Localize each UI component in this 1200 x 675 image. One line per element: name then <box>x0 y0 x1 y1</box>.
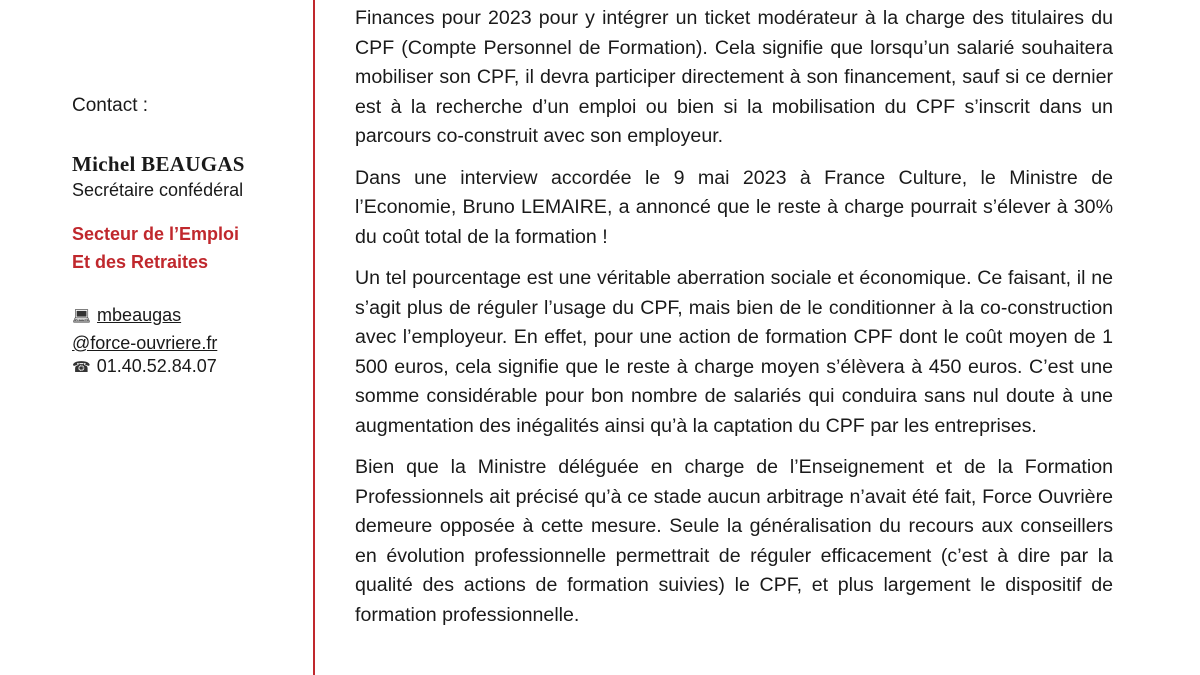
contact-sector <box>72 220 239 276</box>
paragraph-2: Dans une interview accordée le 9 mai 2023 à France Culture, le Ministre de l’Economie, Bruno LEMAIRE, a annoncé que le reste à charge pourrait s’élever à 30% du coût total de la formation ! <box>355 166 1113 248</box>
paragraph-4: Bien que la Ministre déléguée en charge de l’Enseignement et de la Formation Professionnels ait précisé qu’à ce stade aucun arbitrage n’avait été fait, Force Ouvrière demeure opposée à cette mesure. Seule la généralisation du recours aux conseillers en évolution professionnelle permettrait de réguler efficacement (c’est à dire par la qualité des actions de formation suivies) le CPF, et plus largement le dispositif de formation professionnelle. <box>355 456 1113 626</box>
vertical-divider <box>313 0 315 675</box>
contact-email[interactable] <box>72 302 217 357</box>
laptop-icon: 💻︎ <box>72 308 92 325</box>
sector-line-1: Secteur de l’Emploi <box>72 224 240 244</box>
phone-icon: ☎︎ <box>72 359 91 376</box>
contact-role: Secrétaire confédéral <box>72 180 244 200</box>
contact-name: Michel BEAUGAS <box>72 152 245 176</box>
phone-number: 01.40.52.84.07 <box>96 356 217 376</box>
paragraph-1: Finances pour 2023 pour y intégrer un ticket modérateur à la charge des titulaires du CPF (Compte Personnel de Formation). Cela signifie que lorsqu’un salarié souhaitera mobiliser son CPF, il devra participer directement à son financement, sauf si ce dernier est à la recherche d’un emploi ou bien si la mobilisation du CPF s’inscrit dans un parcours co-construit avec son employeur. <box>355 7 1113 147</box>
contact-label: Contact : <box>72 95 149 116</box>
email-line-2[interactable]: @force-ouvriere.fr <box>72 333 218 353</box>
document-body <box>355 4 1113 642</box>
paragraph-3: Un tel pourcentage est une véritable aberration sociale et économique. Ce faisant, il ne s’agit plus de réguler l’usage du CPF, mais bien de le conditionner à la co-construction avec l’employeur. En effet, pour une action de formation CPF dont le coût moyen de 1 500 euros, cela signifie que le reste à charge moyen s’élèvera à 450 euros. C’est une somme considérable pour bon nombre de salariés qui conduira sans nul doute à une augmentation des inégalités ainsi qu’à la captation du CPF par les entreprises. <box>355 267 1113 437</box>
contact-phone <box>72 356 217 377</box>
email-line-1[interactable]: mbeaugas <box>97 305 182 325</box>
contact-sidebar <box>72 0 312 675</box>
sector-line-2: Et des Retraites <box>72 252 209 272</box>
